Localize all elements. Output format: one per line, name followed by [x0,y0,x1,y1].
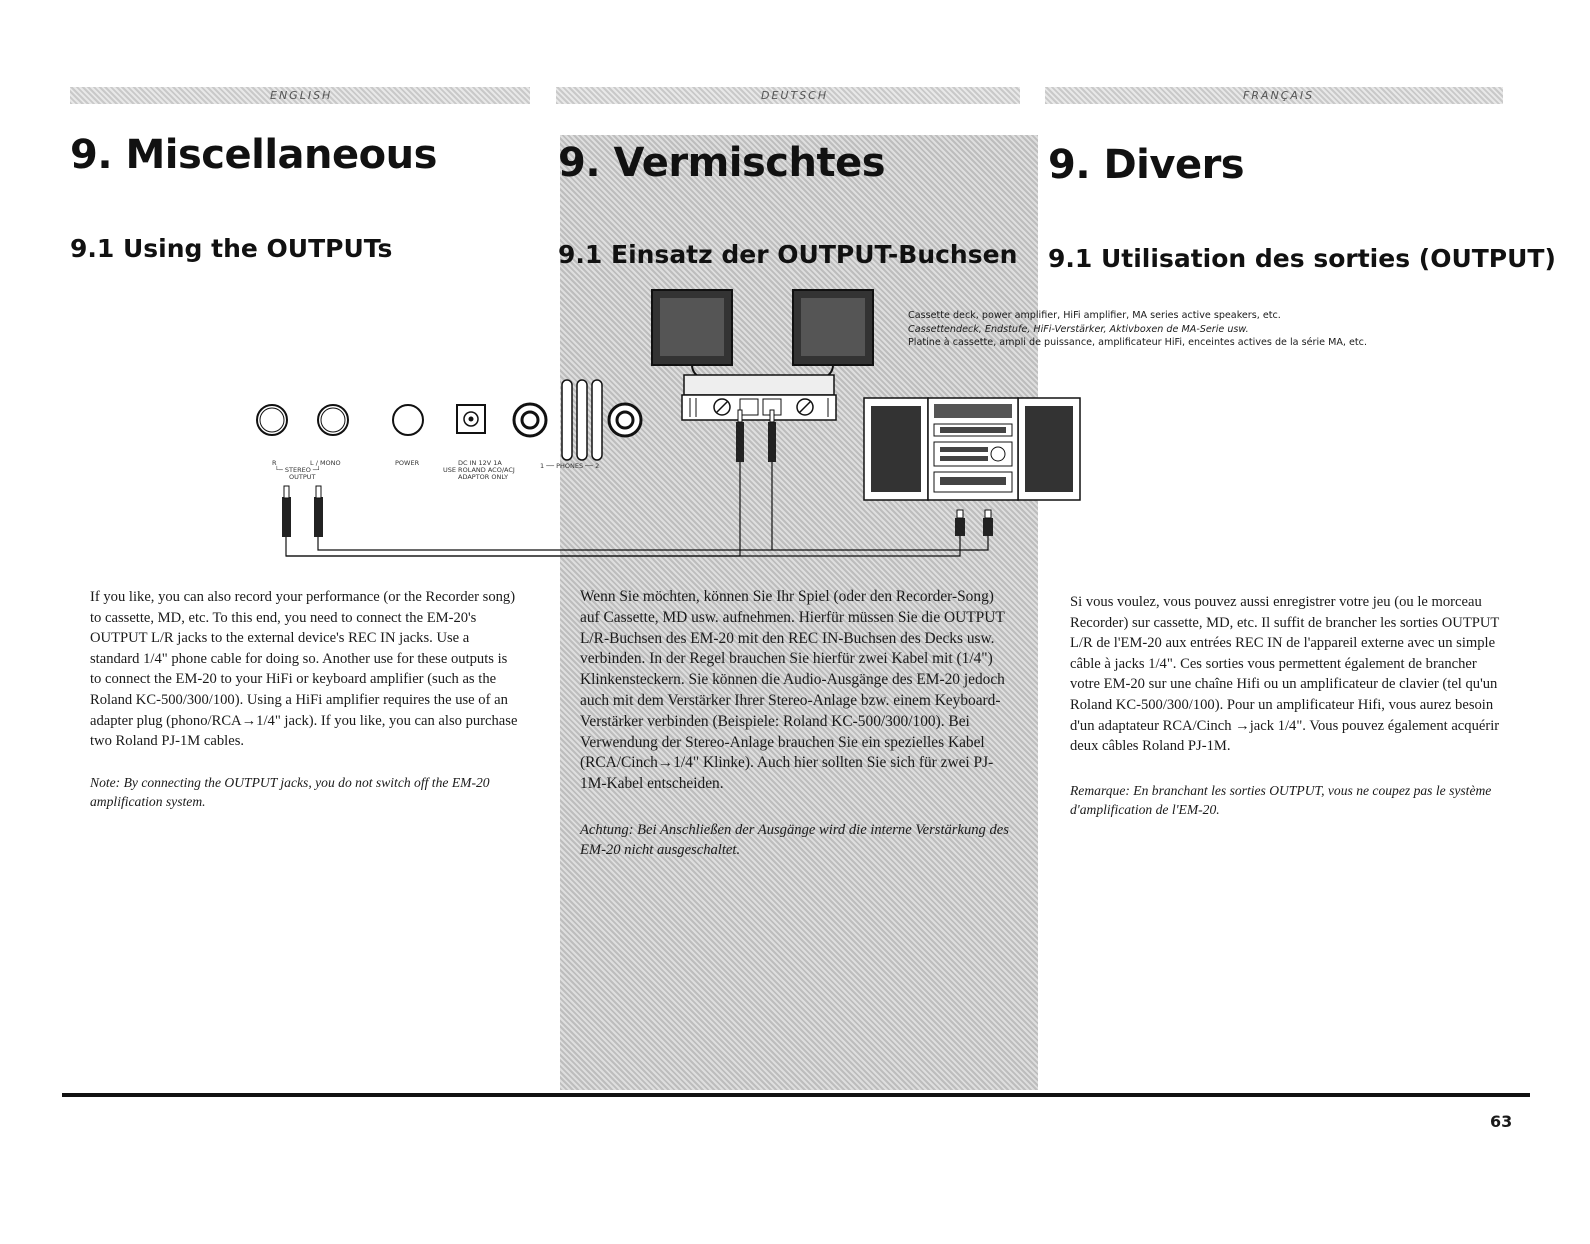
body-english: If you like, you can also record your performance (or the Recorder song) to cassette, MD, etc. To this end, you need to connect the EM-20's OUTPUT L/R jacks to the external device's REC IN jacks. Use a standard 1/4" phone cable for doing so. Another use for these outputs is to connect the EM-20 to your HiFi or keyboard amplifier (such as the Roland KC-500/300/100). Using a HiFi amplifier requires the use of an adapter plug (phono/RCA→1/4" jack). If you like, you can also purchase two Roland PJ-1M cables. [90,589,518,750]
phone-plug-left-icon [282,486,291,537]
caption-english: Cassette deck, power amplifier, HiFi amplifier, MA series active speakers, etc. [908,310,1281,321]
phones-jack-2-icon [609,404,641,436]
lang-label-francais: FRANÇAIS [1243,89,1315,102]
page-number: 63 [1490,1112,1513,1131]
rca-plug-left-icon [955,510,965,536]
jack-label-l-mono: L / MONO [310,459,341,467]
lang-label-deutsch: DEUTSCH [761,89,829,102]
power-amplifier-icon [682,375,836,420]
jack-label-output: OUTPUT [289,473,316,481]
phone-plug-right-icon [314,486,323,537]
chapter-title-deutsch: 9. Vermischtes [558,140,886,186]
jack-label-adaptor-1: USE ROLAND ACO/ACJ [443,466,515,474]
footer-rule [62,1093,1530,1097]
note-english: Note: By connecting the OUTPUT jacks, you do not switch off the EM-20 amplification system. [90,775,490,809]
phones-jack-1-icon [514,404,546,436]
power-switch-icon [393,405,423,435]
output-l-jack-icon [318,405,348,435]
hifi-system-icon [864,398,1080,500]
chapter-title-english: 9. Miscellaneous [70,132,437,178]
jack-label-dc-in: DC IN 12V 1A [458,459,502,467]
diagram-caption [908,309,1367,350]
rca-plug-right-icon [983,510,993,536]
jack-label-r: R [272,459,277,467]
section-title-deutsch: 9.1 Einsatz der OUTPUT-Buchsen [558,240,1018,269]
speaker-right-icon [793,290,873,365]
chapter-title-francais: 9. Divers [1048,142,1245,188]
note-francais: Remarque: En branchant les sorties OUTPUT, vous ne coupez pas le système d'amplification de l'EM-20. [1070,783,1492,817]
body-deutsch: Wenn Sie möchten, können Sie Ihr Spiel (oder den Recorder-Song) auf Cassette, MD usw. aufnehmen. Hierfür müssen Sie die OUTPUT L/R-Buchsen des EM-20 mit den REC IN-Buchsen des Decks usw. verbinden. In der Regel brauchen Sie hierfür zwei Kabel mit (1/4") Klinkensteckern. Sie können die Audio-Ausgänge des EM-20 jedoch auch mit dem Verstärker Ihrer Stereo-Anlage bzw. einem Keyboard-Verstärker verbinden (Beispiele: Roland KC-500/300/100). Bei Verwendung der Stereo-Anlage brauchen Sie ein spezielles Kabel (RCA/Cinch→1/4" Klinke). Auch hier sollten Sie sich für zwei PJ-1M-Kabel entscheiden. [580,588,1005,793]
note-deutsch: Achtung: Bei Anschließen der Ausgänge wird die interne Verstärkung des EM-20 nicht ausgeschaltet. [580,822,1009,858]
jack-label-phones: 1 ── PHONES ── 2 [540,462,600,470]
section-title-francais: 9.1 Utilisation des sorties (OUTPUT) [1048,244,1556,273]
section-title-english: 9.1 Using the OUTPUTs [70,234,393,263]
jack-label-power: POWER [395,459,420,467]
body-francais: Si vous voulez, vous pouvez aussi enregistrer votre jeu (ou le morceau Recorder) sur cassette, MD, etc. Il suffit de brancher les sorties OUTPUT L/R de l'EM-20 aux entrées REC IN de l'appareil externe avec un simple câble à jacks 1/4". Ces sorties vous permettent également de brancher votre EM-20 sur une chaîne Hifi ou un amplificateur de clavier (tel qu'un Roland KC-500/300/100). Pour un amplificateur Hifi, vous aurez besoin d'un adaptateur RCA/Cinch →jack 1/4". Vous pouvez également acquérir deux câbles Roland PJ-1M. [1070,594,1500,755]
jack-label-stereo: └─ STEREO ─┘ [275,466,321,474]
jack-label-adaptor-2: ADAPTOR ONLY [458,473,509,481]
speaker-left-icon [652,290,732,365]
output-r-jack-icon [257,405,287,435]
lang-label-english: ENGLISH [270,89,333,102]
caption-deutsch: Cassettendeck, Endstufe, HiFi-Verstärker, Aktivboxen de MA-Serie usw. [908,323,1249,335]
caption-francais: Platine à cassette, ampli de puissance, amplificateur HiFi, enceintes actives de la série MA, etc. [908,337,1367,348]
